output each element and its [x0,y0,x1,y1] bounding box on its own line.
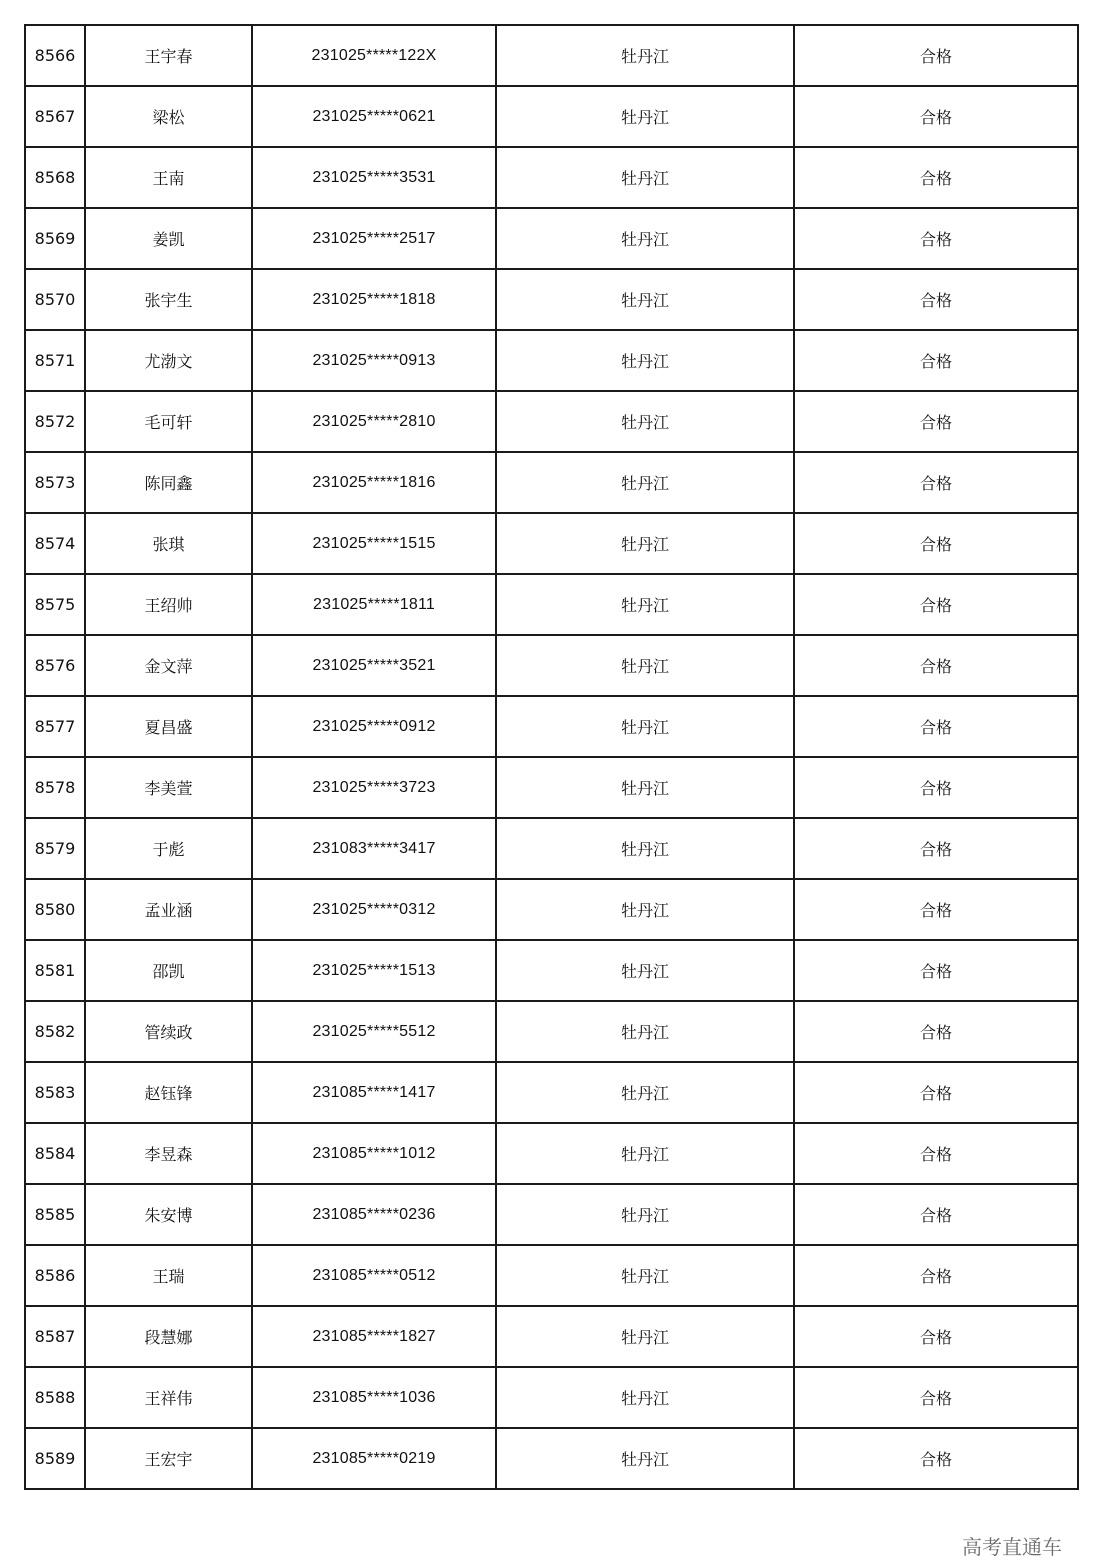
id-number-cell: 231025*****0913 [252,330,496,391]
city-cell: 牡丹江 [496,208,794,269]
id-number-cell: 231085*****1012 [252,1123,496,1184]
result-cell: 合格 [794,879,1078,940]
name-cell: 王南 [85,147,252,208]
row-number-cell: 8577 [25,696,85,757]
name-cell: 孟业涵 [85,879,252,940]
id-number-cell: 231025*****1513 [252,940,496,1001]
row-number-cell: 8583 [25,1062,85,1123]
id-number-cell: 231025*****1811 [252,574,496,635]
id-number-cell: 231025*****2517 [252,208,496,269]
id-number-cell: 231025*****1816 [252,452,496,513]
row-number-cell: 8578 [25,757,85,818]
name-cell: 王绍帅 [85,574,252,635]
city-cell: 牡丹江 [496,574,794,635]
id-number-cell: 231025*****122X [252,25,496,86]
city-cell: 牡丹江 [496,452,794,513]
city-cell: 牡丹江 [496,147,794,208]
city-cell: 牡丹江 [496,269,794,330]
id-number-cell: 231085*****1036 [252,1367,496,1428]
table-row [25,1184,1078,1245]
city-cell: 牡丹江 [496,1001,794,1062]
result-cell: 合格 [794,513,1078,574]
table-row [25,1428,1078,1489]
row-number-cell: 8574 [25,513,85,574]
city-cell: 牡丹江 [496,1123,794,1184]
name-cell: 尤渤文 [85,330,252,391]
city-cell: 牡丹江 [496,391,794,452]
row-number-cell: 8569 [25,208,85,269]
watermark-text: 高考直通车 [962,1535,1062,1559]
id-number-cell: 231025*****2810 [252,391,496,452]
name-cell: 李美萱 [85,757,252,818]
city-cell: 牡丹江 [496,1428,794,1489]
result-cell: 合格 [794,147,1078,208]
result-cell: 合格 [794,391,1078,452]
name-cell: 王宏宇 [85,1428,252,1489]
result-cell: 合格 [794,696,1078,757]
result-cell: 合格 [794,208,1078,269]
table-row [25,86,1078,147]
id-number-cell: 231085*****0512 [252,1245,496,1306]
row-number-cell: 8572 [25,391,85,452]
row-number-cell: 8568 [25,147,85,208]
city-cell: 牡丹江 [496,757,794,818]
row-number-cell: 8580 [25,879,85,940]
result-cell: 合格 [794,25,1078,86]
name-cell: 夏昌盛 [85,696,252,757]
city-cell: 牡丹江 [496,25,794,86]
table-row [25,574,1078,635]
table-row [25,1306,1078,1367]
name-cell: 梁松 [85,86,252,147]
table-row [25,940,1078,1001]
table-row [25,879,1078,940]
table-row [25,757,1078,818]
result-cell: 合格 [794,1367,1078,1428]
table-row [25,208,1078,269]
city-cell: 牡丹江 [496,1062,794,1123]
city-cell: 牡丹江 [496,879,794,940]
name-cell: 王宇春 [85,25,252,86]
table-row [25,25,1078,86]
id-number-cell: 231025*****1515 [252,513,496,574]
name-cell: 赵钰锋 [85,1062,252,1123]
result-cell: 合格 [794,1184,1078,1245]
id-number-cell: 231085*****1417 [252,1062,496,1123]
id-number-cell: 231025*****3521 [252,635,496,696]
result-cell: 合格 [794,574,1078,635]
result-cell: 合格 [794,1001,1078,1062]
city-cell: 牡丹江 [496,1367,794,1428]
name-cell: 朱安博 [85,1184,252,1245]
id-number-cell: 231085*****0236 [252,1184,496,1245]
name-cell: 邵凯 [85,940,252,1001]
table-row [25,1367,1078,1428]
id-number-cell: 231025*****3723 [252,757,496,818]
table-row [25,269,1078,330]
result-cell: 合格 [794,86,1078,147]
row-number-cell: 8582 [25,1001,85,1062]
id-number-cell: 231025*****0912 [252,696,496,757]
city-cell: 牡丹江 [496,696,794,757]
name-cell: 张琪 [85,513,252,574]
name-cell: 张宇生 [85,269,252,330]
result-cell: 合格 [794,269,1078,330]
roster-table [24,24,1079,1490]
result-cell: 合格 [794,1245,1078,1306]
name-cell: 姜凯 [85,208,252,269]
result-cell: 合格 [794,635,1078,696]
result-cell: 合格 [794,1306,1078,1367]
id-number-cell: 231085*****1827 [252,1306,496,1367]
row-number-cell: 8581 [25,940,85,1001]
name-cell: 管续政 [85,1001,252,1062]
id-number-cell: 231025*****5512 [252,1001,496,1062]
table-row [25,147,1078,208]
row-number-cell: 8585 [25,1184,85,1245]
result-cell: 合格 [794,330,1078,391]
row-number-cell: 8567 [25,86,85,147]
table-row [25,818,1078,879]
table-row [25,1001,1078,1062]
name-cell: 王祥伟 [85,1367,252,1428]
row-number-cell: 8571 [25,330,85,391]
id-number-cell: 231025*****3531 [252,147,496,208]
result-cell: 合格 [794,1428,1078,1489]
name-cell: 段慧娜 [85,1306,252,1367]
table-row [25,1123,1078,1184]
city-cell: 牡丹江 [496,1245,794,1306]
table-row [25,513,1078,574]
row-number-cell: 8584 [25,1123,85,1184]
result-cell: 合格 [794,1062,1078,1123]
row-number-cell: 8566 [25,25,85,86]
id-number-cell: 231025*****0621 [252,86,496,147]
row-number-cell: 8579 [25,818,85,879]
result-cell: 合格 [794,818,1078,879]
city-cell: 牡丹江 [496,940,794,1001]
city-cell: 牡丹江 [496,1184,794,1245]
city-cell: 牡丹江 [496,86,794,147]
name-cell: 王瑞 [85,1245,252,1306]
city-cell: 牡丹江 [496,818,794,879]
result-cell: 合格 [794,452,1078,513]
table-row [25,452,1078,513]
id-number-cell: 231025*****0312 [252,879,496,940]
city-cell: 牡丹江 [496,330,794,391]
table-row [25,1062,1078,1123]
row-number-cell: 8575 [25,574,85,635]
result-cell: 合格 [794,940,1078,1001]
name-cell: 李昱森 [85,1123,252,1184]
name-cell: 陈同鑫 [85,452,252,513]
name-cell: 于彪 [85,818,252,879]
id-number-cell: 231083*****3417 [252,818,496,879]
city-cell: 牡丹江 [496,513,794,574]
row-number-cell: 8587 [25,1306,85,1367]
row-number-cell: 8576 [25,635,85,696]
id-number-cell: 231085*****0219 [252,1428,496,1489]
name-cell: 金文萍 [85,635,252,696]
table-row [25,696,1078,757]
result-cell: 合格 [794,757,1078,818]
row-number-cell: 8573 [25,452,85,513]
name-cell: 毛可轩 [85,391,252,452]
city-cell: 牡丹江 [496,635,794,696]
id-number-cell: 231025*****1818 [252,269,496,330]
row-number-cell: 8570 [25,269,85,330]
table-row [25,1245,1078,1306]
city-cell: 牡丹江 [496,1306,794,1367]
table-row [25,330,1078,391]
row-number-cell: 8589 [25,1428,85,1489]
table-row [25,391,1078,452]
row-number-cell: 8586 [25,1245,85,1306]
roster-body [25,25,1078,1489]
row-number-cell: 8588 [25,1367,85,1428]
table-row [25,635,1078,696]
result-cell: 合格 [794,1123,1078,1184]
